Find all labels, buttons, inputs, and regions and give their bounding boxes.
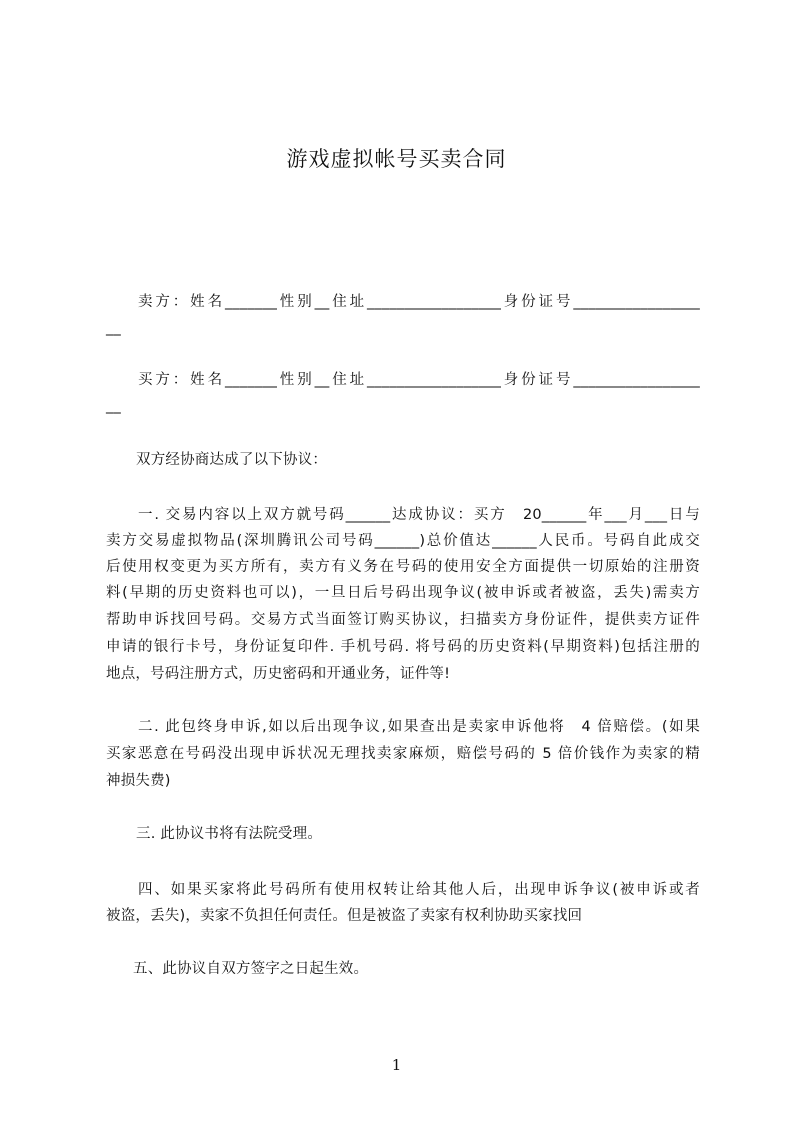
- buyer-info-line-continued: __: [106, 398, 121, 414]
- clause-4-line: 四、如果买家将此号码所有使用权转让给其他人后，出现申诉争议(被申诉或者: [138, 882, 700, 898]
- clause-1-line-last: 地点，号码注册方式，历史密码和开通业务，证件等!: [106, 666, 451, 682]
- clause-1-line: 料(早期的历史资料也可以)，一旦日后号码出现争议(被申诉或者被盗，丢失)需卖方: [106, 585, 700, 601]
- document-title: 游戏虚拟帐号买卖合同: [286, 147, 507, 171]
- page-number: 1: [391, 1056, 402, 1074]
- seller-info-line: 卖方：姓名_______性别__住址__________________身份证号_________________: [138, 294, 700, 310]
- clause-1-line: 帮助申诉找回号码。交易方式当面签订购买协议，扫描卖方身份证件，提供卖方证件: [106, 612, 700, 628]
- clause-1-line: 卖方交易虚拟物品(深圳腾讯公司号码______)总价值达______人民币。号码自此成交: [106, 533, 700, 549]
- clause-1-line: 后使用权变更为买方所有，卖方有义务在号码的使用安全方面提供一切原始的注册资: [106, 559, 700, 575]
- clause-4-line-last: 被盗，丢失)，卖家不负担任何责任。但是被盗了卖家有权利协助买家找回: [106, 908, 583, 924]
- clause-1-line: 申请的银行卡号，身份证复印件. 手机号码. 将号码的历史资料(早期资料)包括注册的: [106, 639, 700, 655]
- agreement-intro: 双方经协商达成了以下协议：: [136, 452, 328, 468]
- seller-info-line-continued: __: [106, 320, 121, 336]
- clause-3: 三. 此协议书将有法院受理。: [136, 826, 323, 842]
- clause-5: 五、此协议自双方签字之日起生效。: [133, 961, 369, 977]
- clause-2-line: 买家恶意在号码没出现申诉状况无理找卖家麻烦，赔偿号码的 5 倍价钱作为卖家的精: [106, 746, 700, 762]
- clause-2-line: 二. 此包终身申诉,如以后出现争议,如果查出是卖家申诉他将 4 倍赔偿。(如果: [138, 719, 700, 735]
- clause-2-line-last: 神损失费): [106, 773, 171, 789]
- clause-1-line: 一. 交易内容以上双方就号码______达成协议：买方 20______年___月___日与: [138, 507, 700, 523]
- buyer-info-line: 买方：姓名_______性别__住址__________________身份证号_________________: [138, 372, 700, 388]
